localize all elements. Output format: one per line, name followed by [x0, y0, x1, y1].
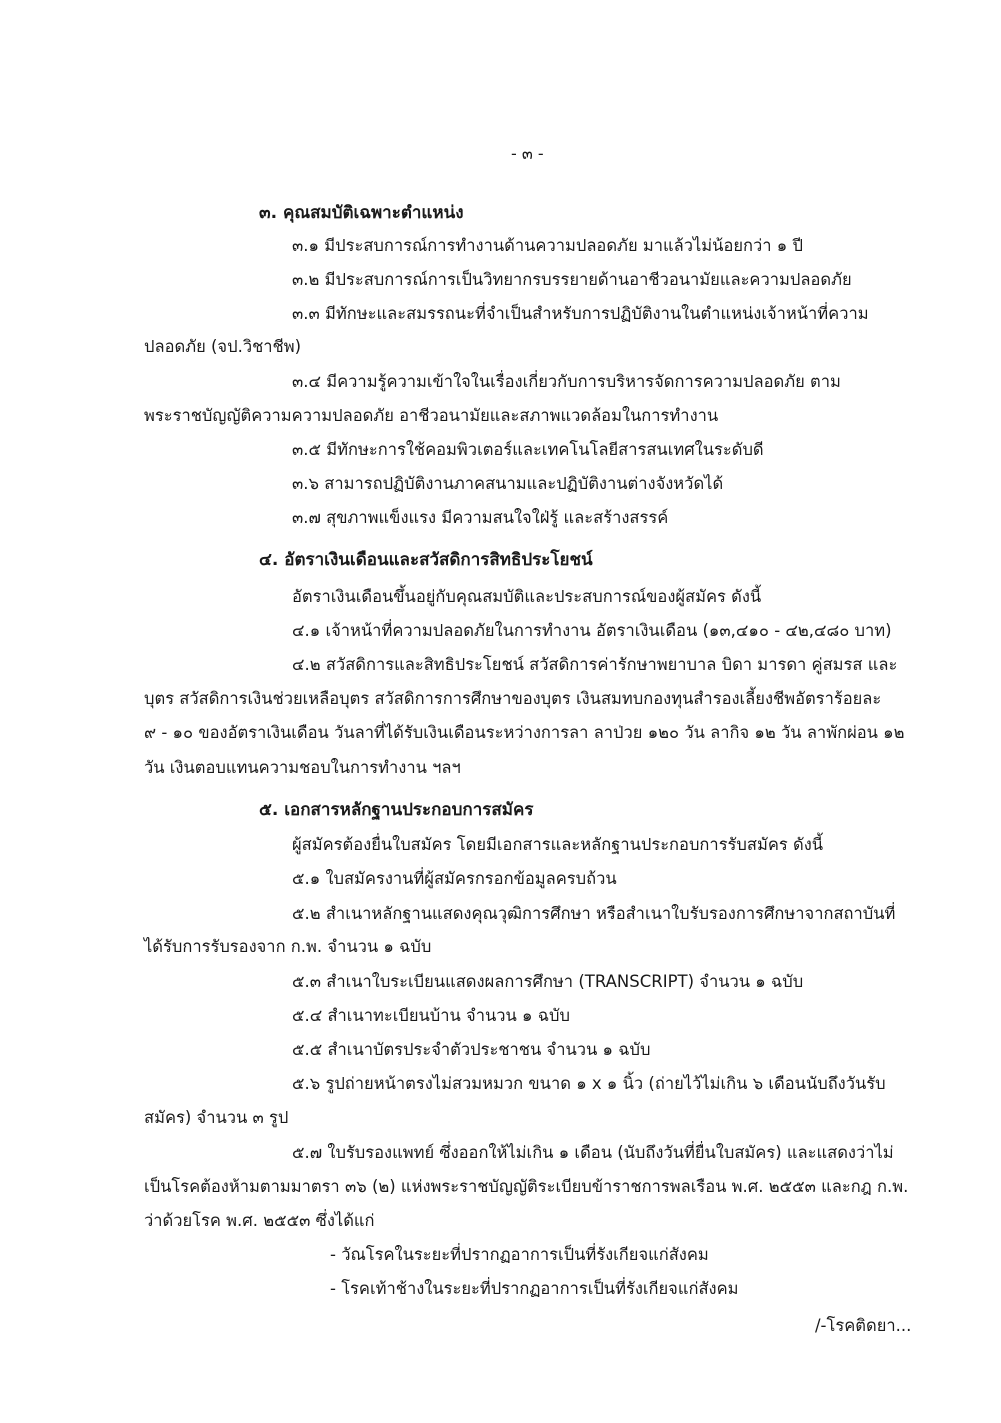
section-4-item-2-cont-2: ๙ - ๑๐ ของอัตราเงินเดือน วันลาที่ได้รับเงินเดือนระหว่างการลา ลาป่วย ๑๒๐ วัน ลากิจ ๑๒ วัน ลาพักผ่อน ๑๒ [144, 723, 905, 742]
section-4-intro: อัตราเงินเดือนขึ้นอยู่กับคุณสมบัติและประสบการณ์ของผู้สมัคร ดังนี้ [292, 587, 762, 606]
section-3-item-4-cont: พระราชบัญญัติความความปลอดภัย อาชีวอนามัยและสภาพแวดล้อมในการทำงาน [144, 406, 719, 425]
section-3-item-6: ๓.๖ สามารถปฏิบัติงานภาคสนามและปฏิบัติงานต่างจังหวัดได้ [292, 474, 724, 493]
section-5-item-2-cont: ได้รับการรับรองจาก ก.พ. จำนวน ๑ ฉบับ [144, 937, 432, 956]
disease-list-item: - วัณโรคในระยะที่ปรากฏอาการเป็นที่รังเกียจแก่สังคม [330, 1245, 709, 1264]
page-number: - ๓ - [511, 144, 544, 163]
section-4-item-2-cont-1: บุตร สวัสดิการเงินช่วยเหลือบุตร สวัสดิการการศึกษาของบุตร เงินสมทบกองทุนสำรองเลี้ยงชีพอัตราร้อยละ [144, 689, 882, 708]
section-5-item-1: ๕.๑ ใบสมัครงานที่ผู้สมัครกรอกข้อมูลครบถ้วน [292, 869, 617, 888]
section-3-item-3-cont: ปลอดภัย (จป.วิชาชีพ) [144, 337, 302, 356]
section-5-item-4: ๕.๔ สำเนาทะเบียนบ้าน จำนวน ๑ ฉบับ [292, 1006, 570, 1025]
section-5-intro: ผู้สมัครต้องยื่นใบสมัคร โดยมีเอกสารและหลักฐานประกอบการรับสมัคร ดังนี้ [292, 835, 824, 854]
section-3-item-1: ๓.๑ มีประสบการณ์การทำงานด้านความปลอดภัย มาแล้วไม่น้อยกว่า ๑ ปี [292, 236, 803, 255]
section-4-item-2-cont-3: วัน เงินตอบแทนความชอบในการทำงาน ฯลฯ [144, 758, 461, 777]
section-3-item-7: ๓.๗ สุขภาพแข็งแรง มีความสนใจใฝ่รู้ และสร้างสรรค์ [292, 508, 669, 527]
continuation-note: /-โรคติดยา... [815, 1316, 912, 1335]
section-5-item-6-cont: สมัคร) จำนวน ๓ รูป [144, 1108, 289, 1127]
section-5-item-7: ๕.๗ ใบรับรองแพทย์ ซึ่งออกให้ไม่เกิน ๑ เดือน (นับถึงวันที่ยื่นใบสมัคร) และแสดงว่าไม่ [292, 1143, 894, 1162]
section-5-heading: ๕. เอกสารหลักฐานประกอบการสมัคร [259, 800, 534, 820]
section-3-item-2: ๓.๒ มีประสบการณ์การเป็นวิทยากรบรรยายด้านอาชีวอนามัยและความปลอดภัย [292, 270, 852, 289]
section-5-item-6: ๕.๖ รูปถ่ายหน้าตรงไม่สวมหมวก ขนาด ๑ x ๑ นิ้ว (ถ่ายไว้ไม่เกิน ๖ เดือนนับถึงวันรับ [292, 1074, 886, 1093]
section-4-item-1: ๔.๑ เจ้าหน้าที่ความปลอดภัยในการทำงาน อัตราเงินเดือน (๑๓,๔๑๐ - ๔๒,๔๘๐ บาท) [292, 621, 892, 640]
section-4-item-2: ๔.๒ สวัสดิการและสิทธิประโยชน์ สวัสดิการค่ารักษาพยาบาล บิดา มารดา คู่สมรส และ [292, 655, 898, 674]
section-3-heading: ๓. คุณสมบัติเฉพาะตำแหน่ง [259, 203, 464, 223]
section-5-item-7-cont-2: ว่าด้วยโรค พ.ศ. ๒๕๕๓ ซึ่งได้แก่ [144, 1211, 375, 1230]
section-5-item-5: ๕.๕ สำเนาบัตรประจำตัวประชาชน จำนวน ๑ ฉบับ [292, 1040, 651, 1059]
section-4-heading: ๔. อัตราเงินเดือนและสวัสดิการสิทธิประโยชน์ [259, 550, 593, 570]
section-3-item-4: ๓.๔ มีความรู้ความเข้าใจในเรื่องเกี่ยวกับการบริหารจัดการความปลอดภัย ตาม [292, 372, 841, 391]
section-3-item-5: ๓.๕ มีทักษะการใช้คอมพิวเตอร์และเทคโนโลยีสารสนเทศในระดับดี [292, 440, 764, 459]
section-3-item-3: ๓.๓ มีทักษะและสมรรถนะที่จำเป็นสำหรับการปฏิบัติงานในตำแหน่งเจ้าหน้าที่ความ [292, 304, 869, 323]
section-5-item-7-cont-1: เป็นโรคต้องห้ามตามมาตรา ๓๖ (๒) แห่งพระราชบัญญัติระเบียบข้าราชการพลเรือน พ.ศ. ๒๕๕๓ และกฎ ก.พ. [144, 1177, 909, 1196]
disease-list-item: - โรคเท้าช้างในระยะที่ปรากฏอาการเป็นที่รังเกียจแก่สังคม [330, 1279, 739, 1298]
section-5-item-2: ๕.๒ สำเนาหลักฐานแสดงคุณวุฒิการศึกษา หรือสำเนาใบรับรองการศึกษาจากสถาบันที่ [292, 904, 896, 923]
section-5-item-3: ๕.๓ สำเนาใบระเบียนแสดงผลการศึกษา (TRANSCRIPT) จำนวน ๑ ฉบับ [292, 972, 804, 991]
